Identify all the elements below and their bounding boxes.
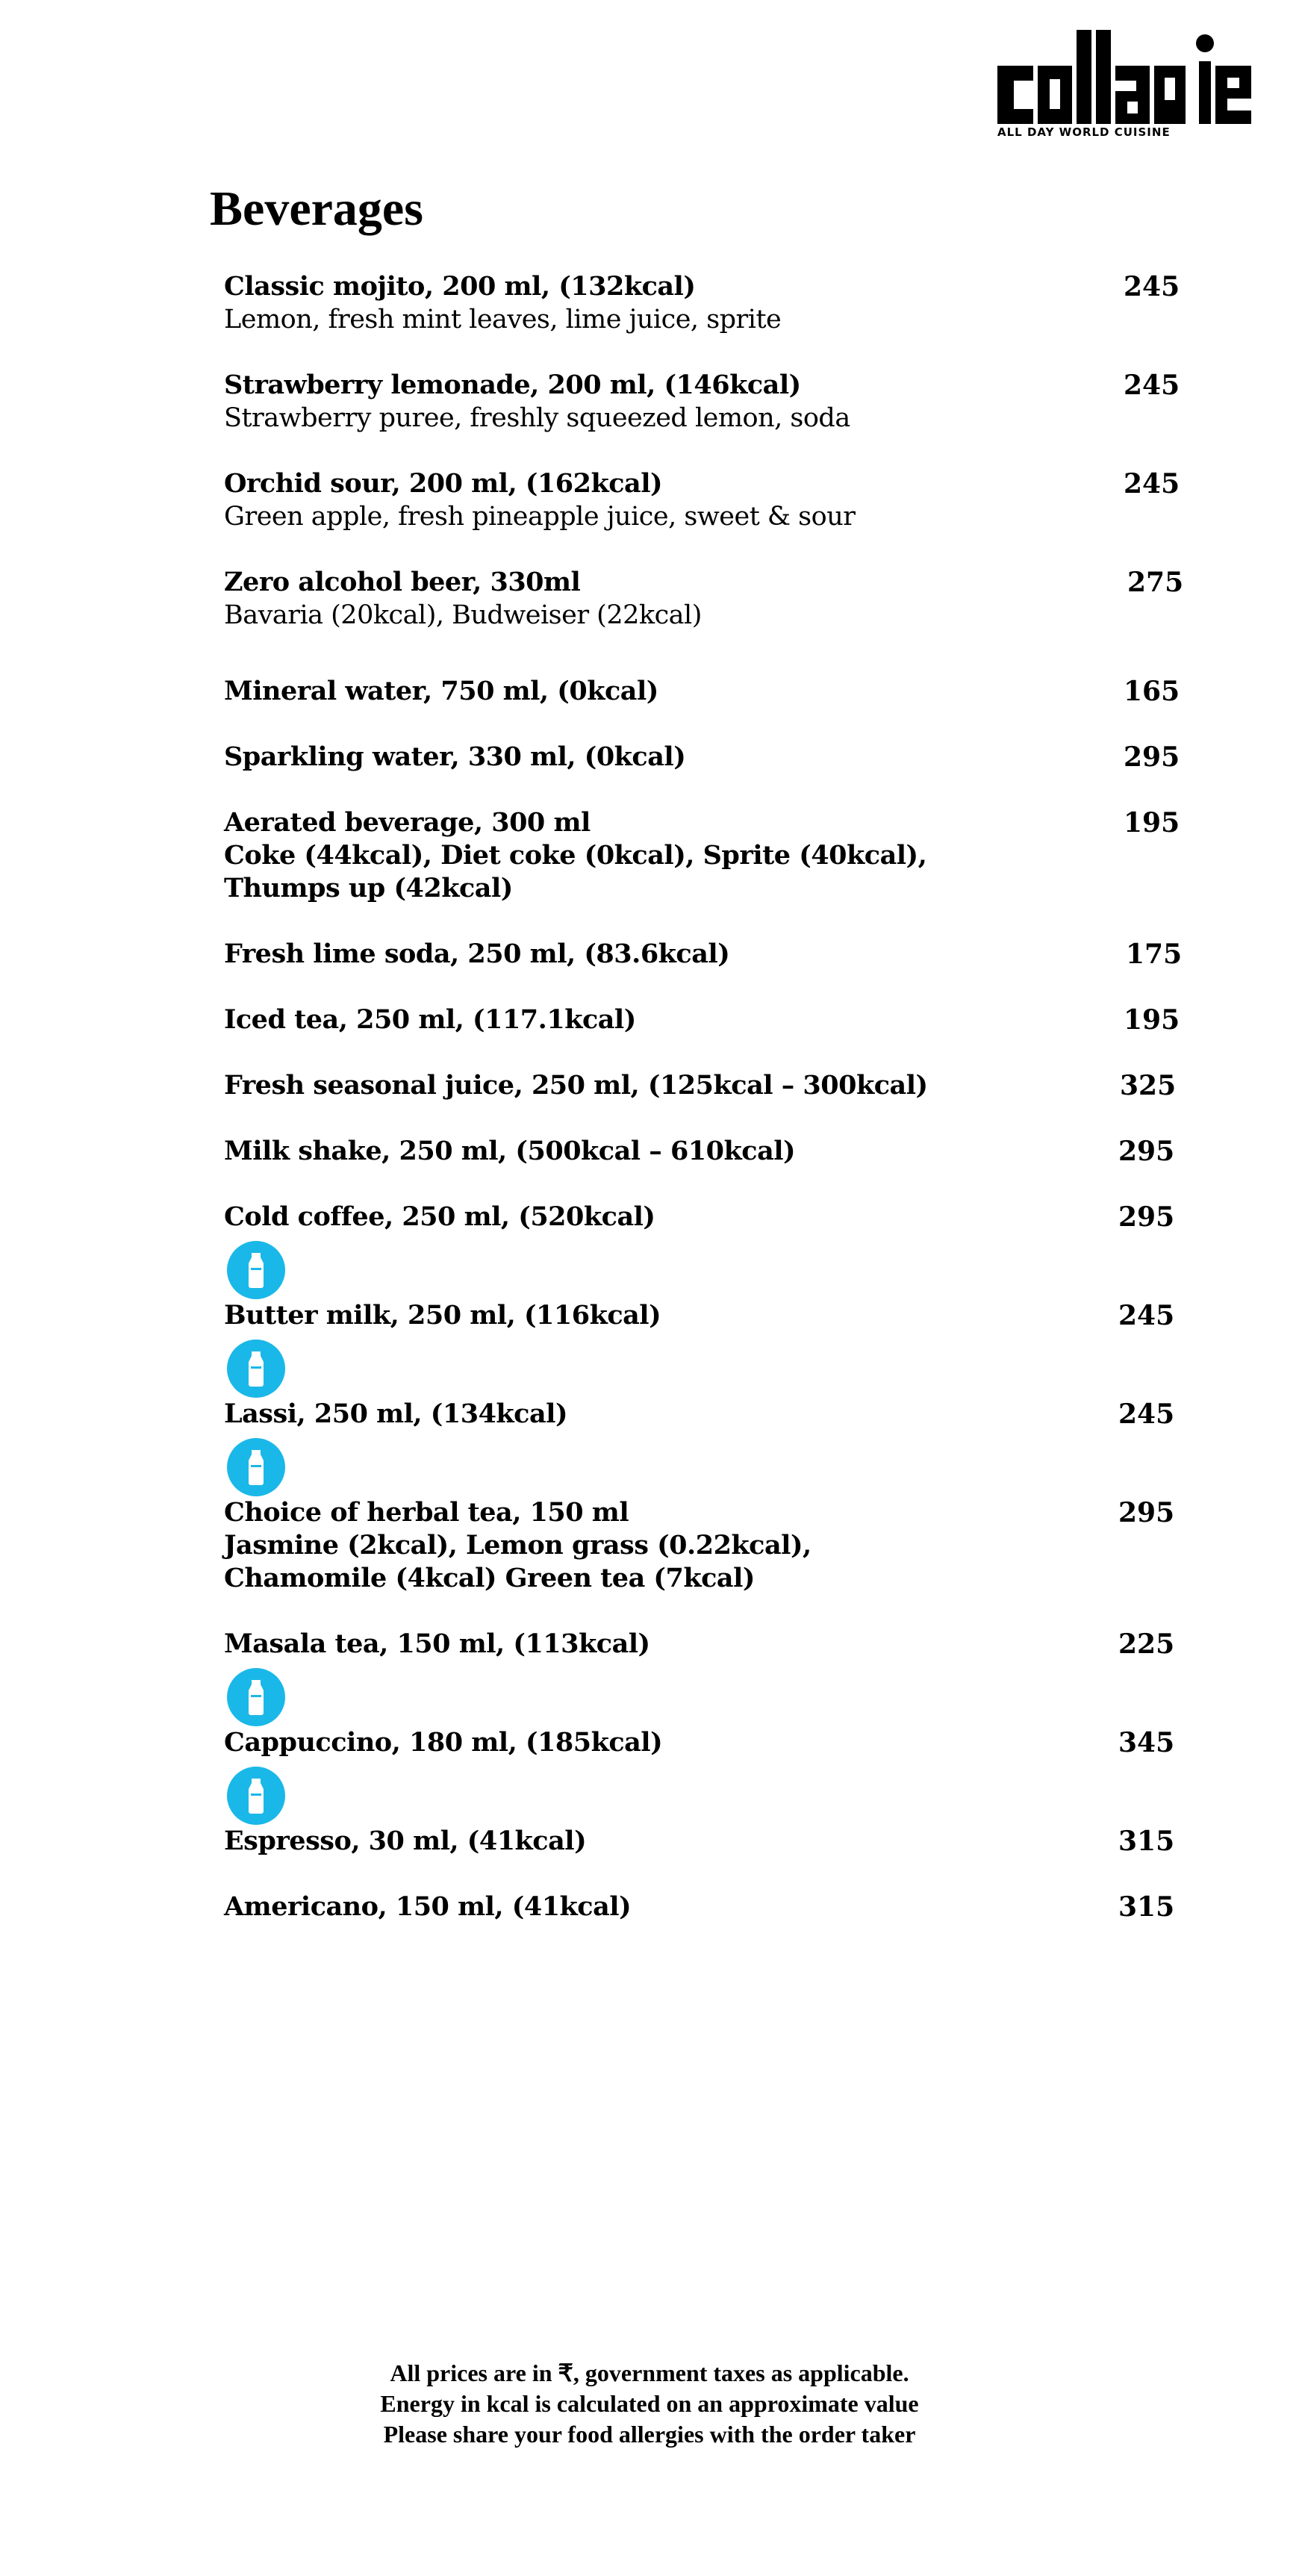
item-name: Strawberry lemonade, 200 ml, (146kcal) [224,370,801,400]
item-name: Orchid sour, 200 ml, (162kcal) [224,468,663,499]
item-price: 295 [1118,1497,1175,1528]
item-name: Cappuccino, 180 ml, (185kcal) [224,1727,663,1758]
item-price: 325 [1120,1070,1177,1101]
milk-bottle-icon [227,1767,285,1825]
item-price: 245 [1124,271,1180,302]
item-description: Jasmine (2kcal), Lemon grass (0.22kcal), Chamomile (4kcal) Green tea (7kcal) [224,1530,812,1593]
collage-logo [993,30,1254,142]
item-price: 315 [1118,1826,1175,1857]
logo-tagline: ALL DAY WORLD CUISINE [997,125,1171,139]
item-price: 175 [1126,939,1183,970]
item-name: Milk shake, 250 ml, (500kcal – 610kcal) [224,1136,796,1166]
milk-bottle-icon [227,1241,285,1299]
item-name: Fresh seasonal juice, 250 ml, (125kcal – 300kcal) [224,1070,928,1101]
item-price: 245 [1118,1300,1175,1331]
item-price: 295 [1124,741,1180,773]
item-price: 245 [1118,1399,1175,1430]
item-description: Coke (44kcal), Diet coke (0kcal), Sprite (40kcal), Thumps up (42kcal) [224,840,927,903]
footer-notes [0,2358,1299,2450]
item-price: 315 [1118,1891,1175,1923]
item-price: 225 [1118,1628,1175,1660]
item-name: Espresso, 30 ml, (41kcal) [224,1826,587,1856]
item-price: 245 [1124,468,1180,500]
page-title: Beverages [210,181,423,236]
item-price: 295 [1118,1201,1175,1233]
item-name: Sparkling water, 330 ml, (0kcal) [224,741,686,772]
item-name: Cold coffee, 250 ml, (520kcal) [224,1201,655,1232]
item-name: Classic mojito, 200 ml, (132kcal) [224,271,696,302]
item-description: Green apple, fresh pineapple juice, sweet & sour [224,502,856,532]
item-name: Masala tea, 150 ml, (113kcal) [224,1628,650,1659]
item-name: Butter milk, 250 ml, (116kcal) [224,1300,661,1331]
item-price: 195 [1124,807,1180,839]
item-name: Iced tea, 250 ml, (117.1kcal) [224,1004,636,1035]
footer-prices-note: All prices are in ₹, government taxes as applicable. [390,2359,909,2386]
item-price: 275 [1127,567,1184,598]
item-price: 345 [1118,1727,1175,1758]
item-price: 245 [1124,370,1180,401]
item-name: Americano, 150 ml, (41kcal) [224,1891,632,1922]
item-description: Strawberry puree, freshly squeezed lemon, soda [224,403,850,433]
item-description: Lemon, fresh mint leaves, lime juice, sprite [224,305,782,335]
milk-bottle-icon [227,1340,285,1398]
item-price: 165 [1124,676,1180,707]
item-price: 295 [1118,1136,1175,1167]
item-name: Mineral water, 750 ml, (0kcal) [224,676,658,706]
item-name: Lassi, 250 ml, (134kcal) [224,1399,568,1429]
milk-bottle-icon [227,1668,285,1726]
milk-bottle-icon [227,1438,285,1496]
item-description: Bavaria (20kcal), Budweiser (22kcal) [224,600,702,630]
item-name: Fresh lime soda, 250 ml, (83.6kcal) [224,939,730,969]
item-name: Choice of herbal tea, 150 ml [224,1497,629,1528]
item-name: Aerated beverage, 300 ml [224,807,591,838]
footer-energy-note: Energy in kcal is calculated on an approximate value [380,2390,919,2417]
item-name: Zero alcohol beer, 330ml [224,567,581,597]
footer-allergy-note: Please share your food allergies with the order taker [383,2421,916,2448]
item-price: 195 [1124,1004,1180,1036]
